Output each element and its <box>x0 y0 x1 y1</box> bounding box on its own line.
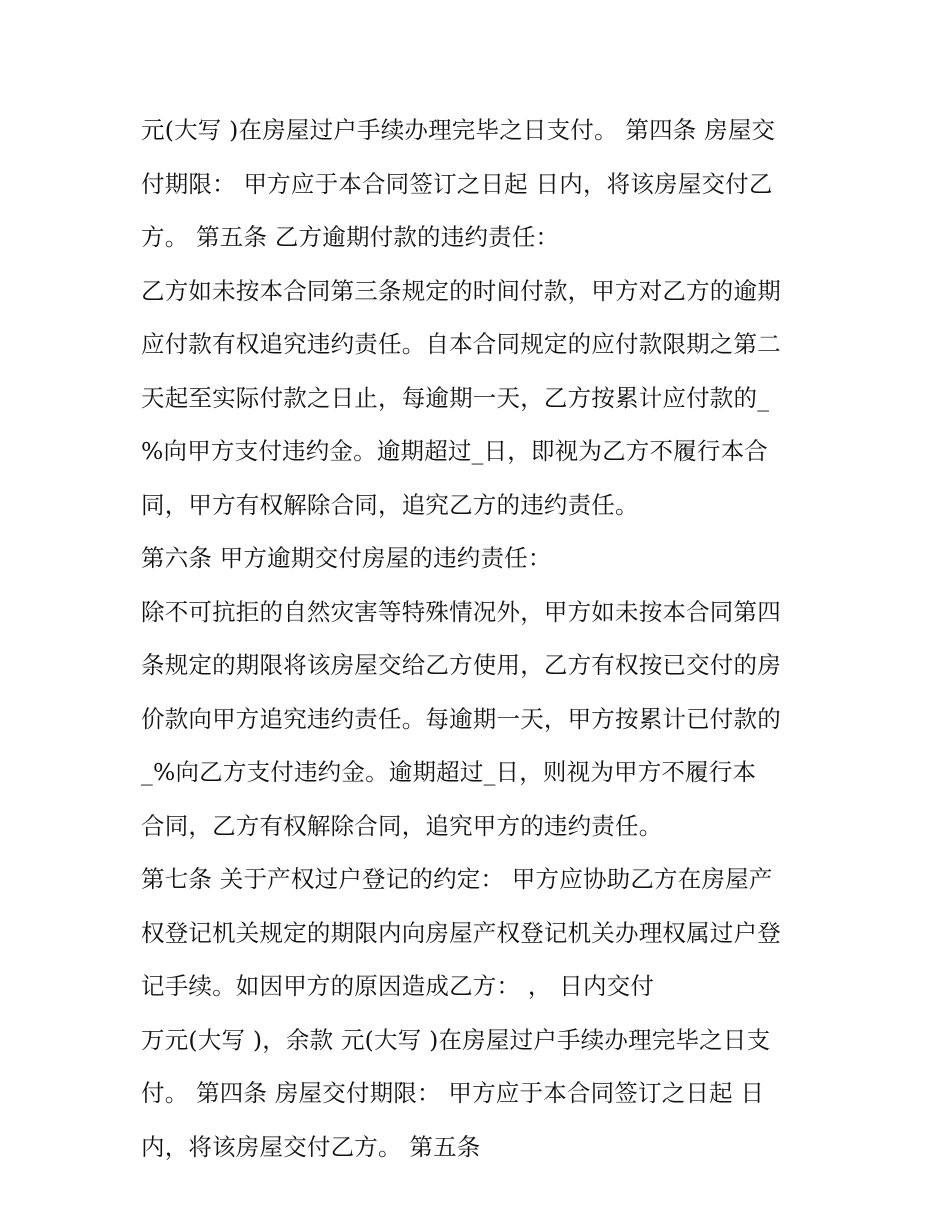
text-line: 合同，乙方有权解除合同，追究甲方的违约责任。 <box>141 811 663 840</box>
text-line: 除不可抗拒的自然灾害等特殊情况外，甲方如未按本合同第四 <box>141 597 781 626</box>
text-line: 付期限： 甲方应于本合同签订之日起 日内，将该房屋交付乙 <box>141 169 773 198</box>
text-line: 应付款有权追究违约责任。自本合同规定的应付款限期之第二 <box>141 330 781 358</box>
text-line: 同，甲方有权解除合同，追究乙方的违约责任。 <box>141 490 639 519</box>
text-line: 内，将该房屋交付乙方。 第五条 <box>141 1132 481 1161</box>
contract-body-text <box>141 104 821 1174</box>
text-line: 权登记机关规定的期限内向房屋产权登记机关办理权属过户登 <box>141 918 781 947</box>
text-line: _%向乙方支付违约金。逾期超过_日，则视为甲方不履行本 <box>141 758 757 786</box>
text-line: 乙方如未按本合同第三条规定的时间付款，甲方对乙方的逾期 <box>141 276 781 305</box>
text-line: 万元(大写 )，余款 元(大写 )在房屋过户手续办理完毕之日支 <box>141 1025 771 1054</box>
text-line: 条规定的期限将该房屋交给乙方使用，乙方有权按已交付的房 <box>141 651 781 679</box>
text-line: %向甲方支付违约金。逾期超过_日，即视为乙方不履行本合 <box>141 437 768 465</box>
text-line: 天起至实际付款之日止，每逾期一天，乙方按累计应付款的_ <box>141 383 770 412</box>
text-line: 元(大写 )在房屋过户手续办理完毕之日支付。 第四条 房屋交 <box>141 116 776 144</box>
text-line: 第六条 甲方逾期交付房屋的违约责任： <box>141 544 552 572</box>
text-line: 价款向甲方追究违约责任。每逾期一天，甲方按累计已付款的 <box>141 704 781 733</box>
text-line: 付。 第四条 房屋交付期限： 甲方应于本合同签订之日起 日 <box>141 1079 765 1107</box>
text-line: 方。 第五条 乙方逾期付款的违约责任： <box>141 223 560 251</box>
text-line: 第七条 关于产权过户登记的约定： 甲方应协助乙方在房屋产 <box>141 865 773 893</box>
text-line: 记手续。如因甲方的原因造成乙方： ， 日内交付 <box>141 972 655 1000</box>
